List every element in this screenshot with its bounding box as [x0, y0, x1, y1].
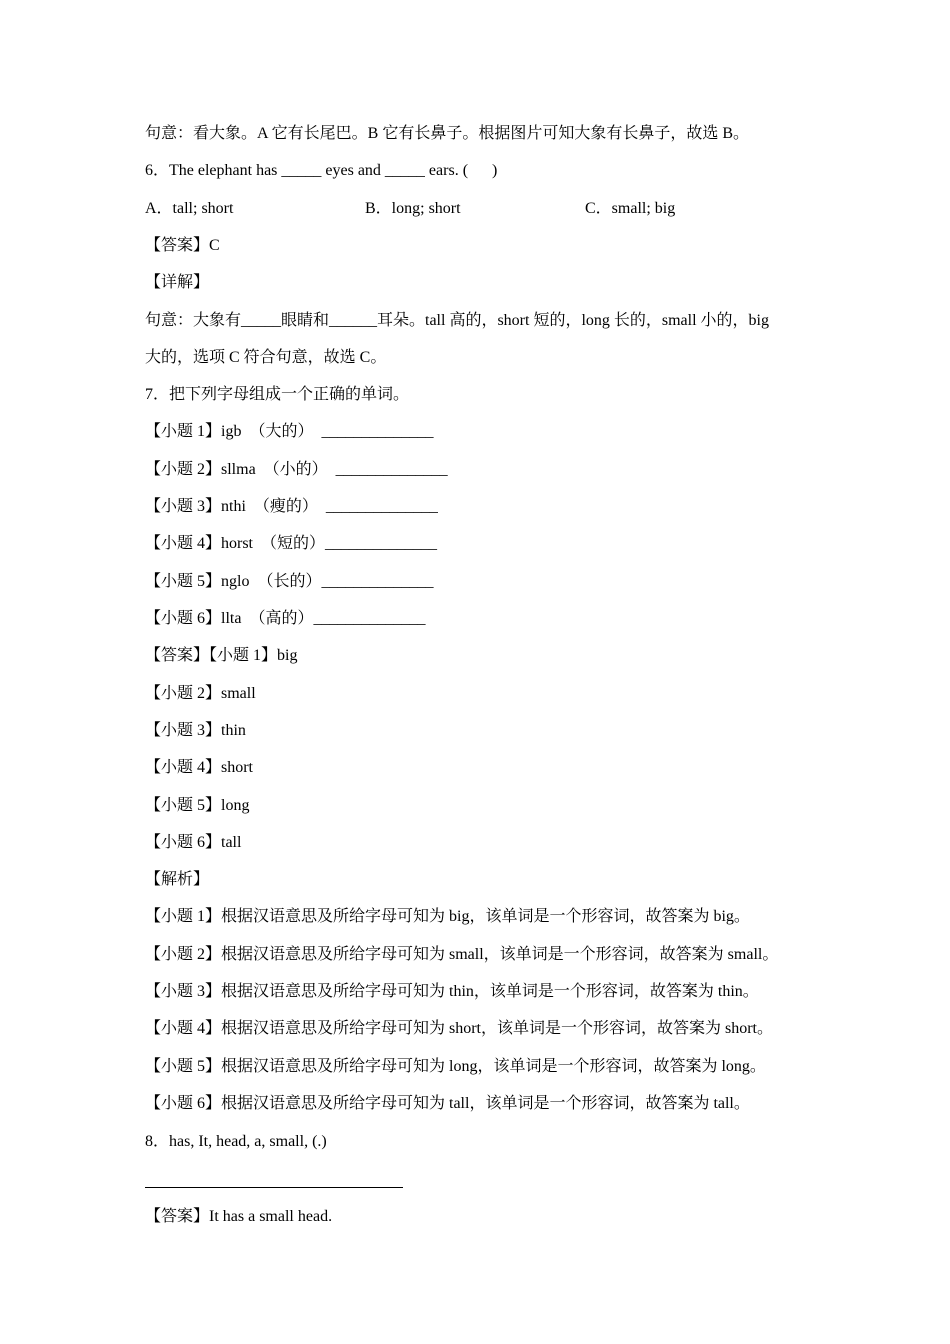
q6-option-b: B．long; short: [365, 200, 461, 217]
q7-answer-6: 【小题 6】tall: [145, 834, 242, 851]
q6-option-a: A．tall; short: [145, 200, 234, 217]
q7-analysis-2: 【小题 2】根据汉语意思及所给字母可知为 small，该单词是一个形容词，故答案为 small。: [145, 946, 779, 963]
q7-answer-1: 【答案】【小题 1】big: [145, 647, 298, 664]
q7-analysis-5: 【小题 5】根据汉语意思及所给字母可知为 long，该单词是一个形容词，故答案为 long。: [145, 1058, 766, 1075]
q7-item-1: 【小题 1】igb （大的） ______________: [145, 423, 434, 440]
q5-explanation: 句意：看大象。A 它有长尾巴。B 它有长鼻子。根据图片可知大象有长鼻子，故选 B。: [145, 125, 750, 142]
q6-option-c: C．small; big: [585, 200, 676, 217]
q6-detail-label: 【详解】: [145, 274, 210, 291]
q7-item-5: 【小题 5】nglo （长的）______________: [145, 573, 434, 590]
q7-item-2: 【小题 2】sllma （小的） ______________: [145, 461, 448, 478]
answer-blank-line: [145, 1187, 403, 1188]
q7-answer-5: 【小题 5】long: [145, 797, 250, 814]
q6-stem: 6．The elephant has _____ eyes and _____ ears. ( ): [145, 162, 498, 179]
q7-analysis-label: 【解析】: [145, 871, 210, 888]
q8-stem: 8．has, It, head, a, small, (.): [145, 1133, 327, 1150]
q7-item-4: 【小题 4】horst （短的）______________: [145, 535, 438, 552]
q7-answer-2: 【小题 2】small: [145, 685, 256, 702]
q7-answer-3: 【小题 3】thin: [145, 722, 246, 739]
q7-analysis-3: 【小题 3】根据汉语意思及所给字母可知为 thin，该单词是一个形容词，故答案为 thin。: [145, 983, 759, 1000]
q7-answer-4: 【小题 4】short: [145, 759, 254, 776]
q8-answer: 【答案】It has a small head.: [145, 1208, 333, 1225]
q6-detail-line-2: 大的，选项 C 符合句意，故选 C。: [145, 349, 387, 366]
q6-detail-line-1: 句意：大象有_____眼睛和______耳朵。tall 高的，short 短的，long 长的，small 小的，big: [145, 312, 769, 329]
q6-answer: 【答案】C: [145, 237, 220, 254]
q7-analysis-6: 【小题 6】根据汉语意思及所给字母可知为 tall，该单词是一个形容词，故答案为 tall。: [145, 1095, 750, 1112]
q7-analysis-4: 【小题 4】根据汉语意思及所给字母可知为 short，该单词是一个形容词，故答案为 short。: [145, 1020, 774, 1037]
q7-stem: 7．把下列字母组成一个正确的单词。: [145, 386, 410, 403]
q7-item-6: 【小题 6】llta （高的）______________: [145, 610, 426, 627]
q7-analysis-1: 【小题 1】根据汉语意思及所给字母可知为 big，该单词是一个形容词，故答案为 big。: [145, 908, 750, 925]
q7-item-3: 【小题 3】nthi （瘦的） ______________: [145, 498, 438, 515]
